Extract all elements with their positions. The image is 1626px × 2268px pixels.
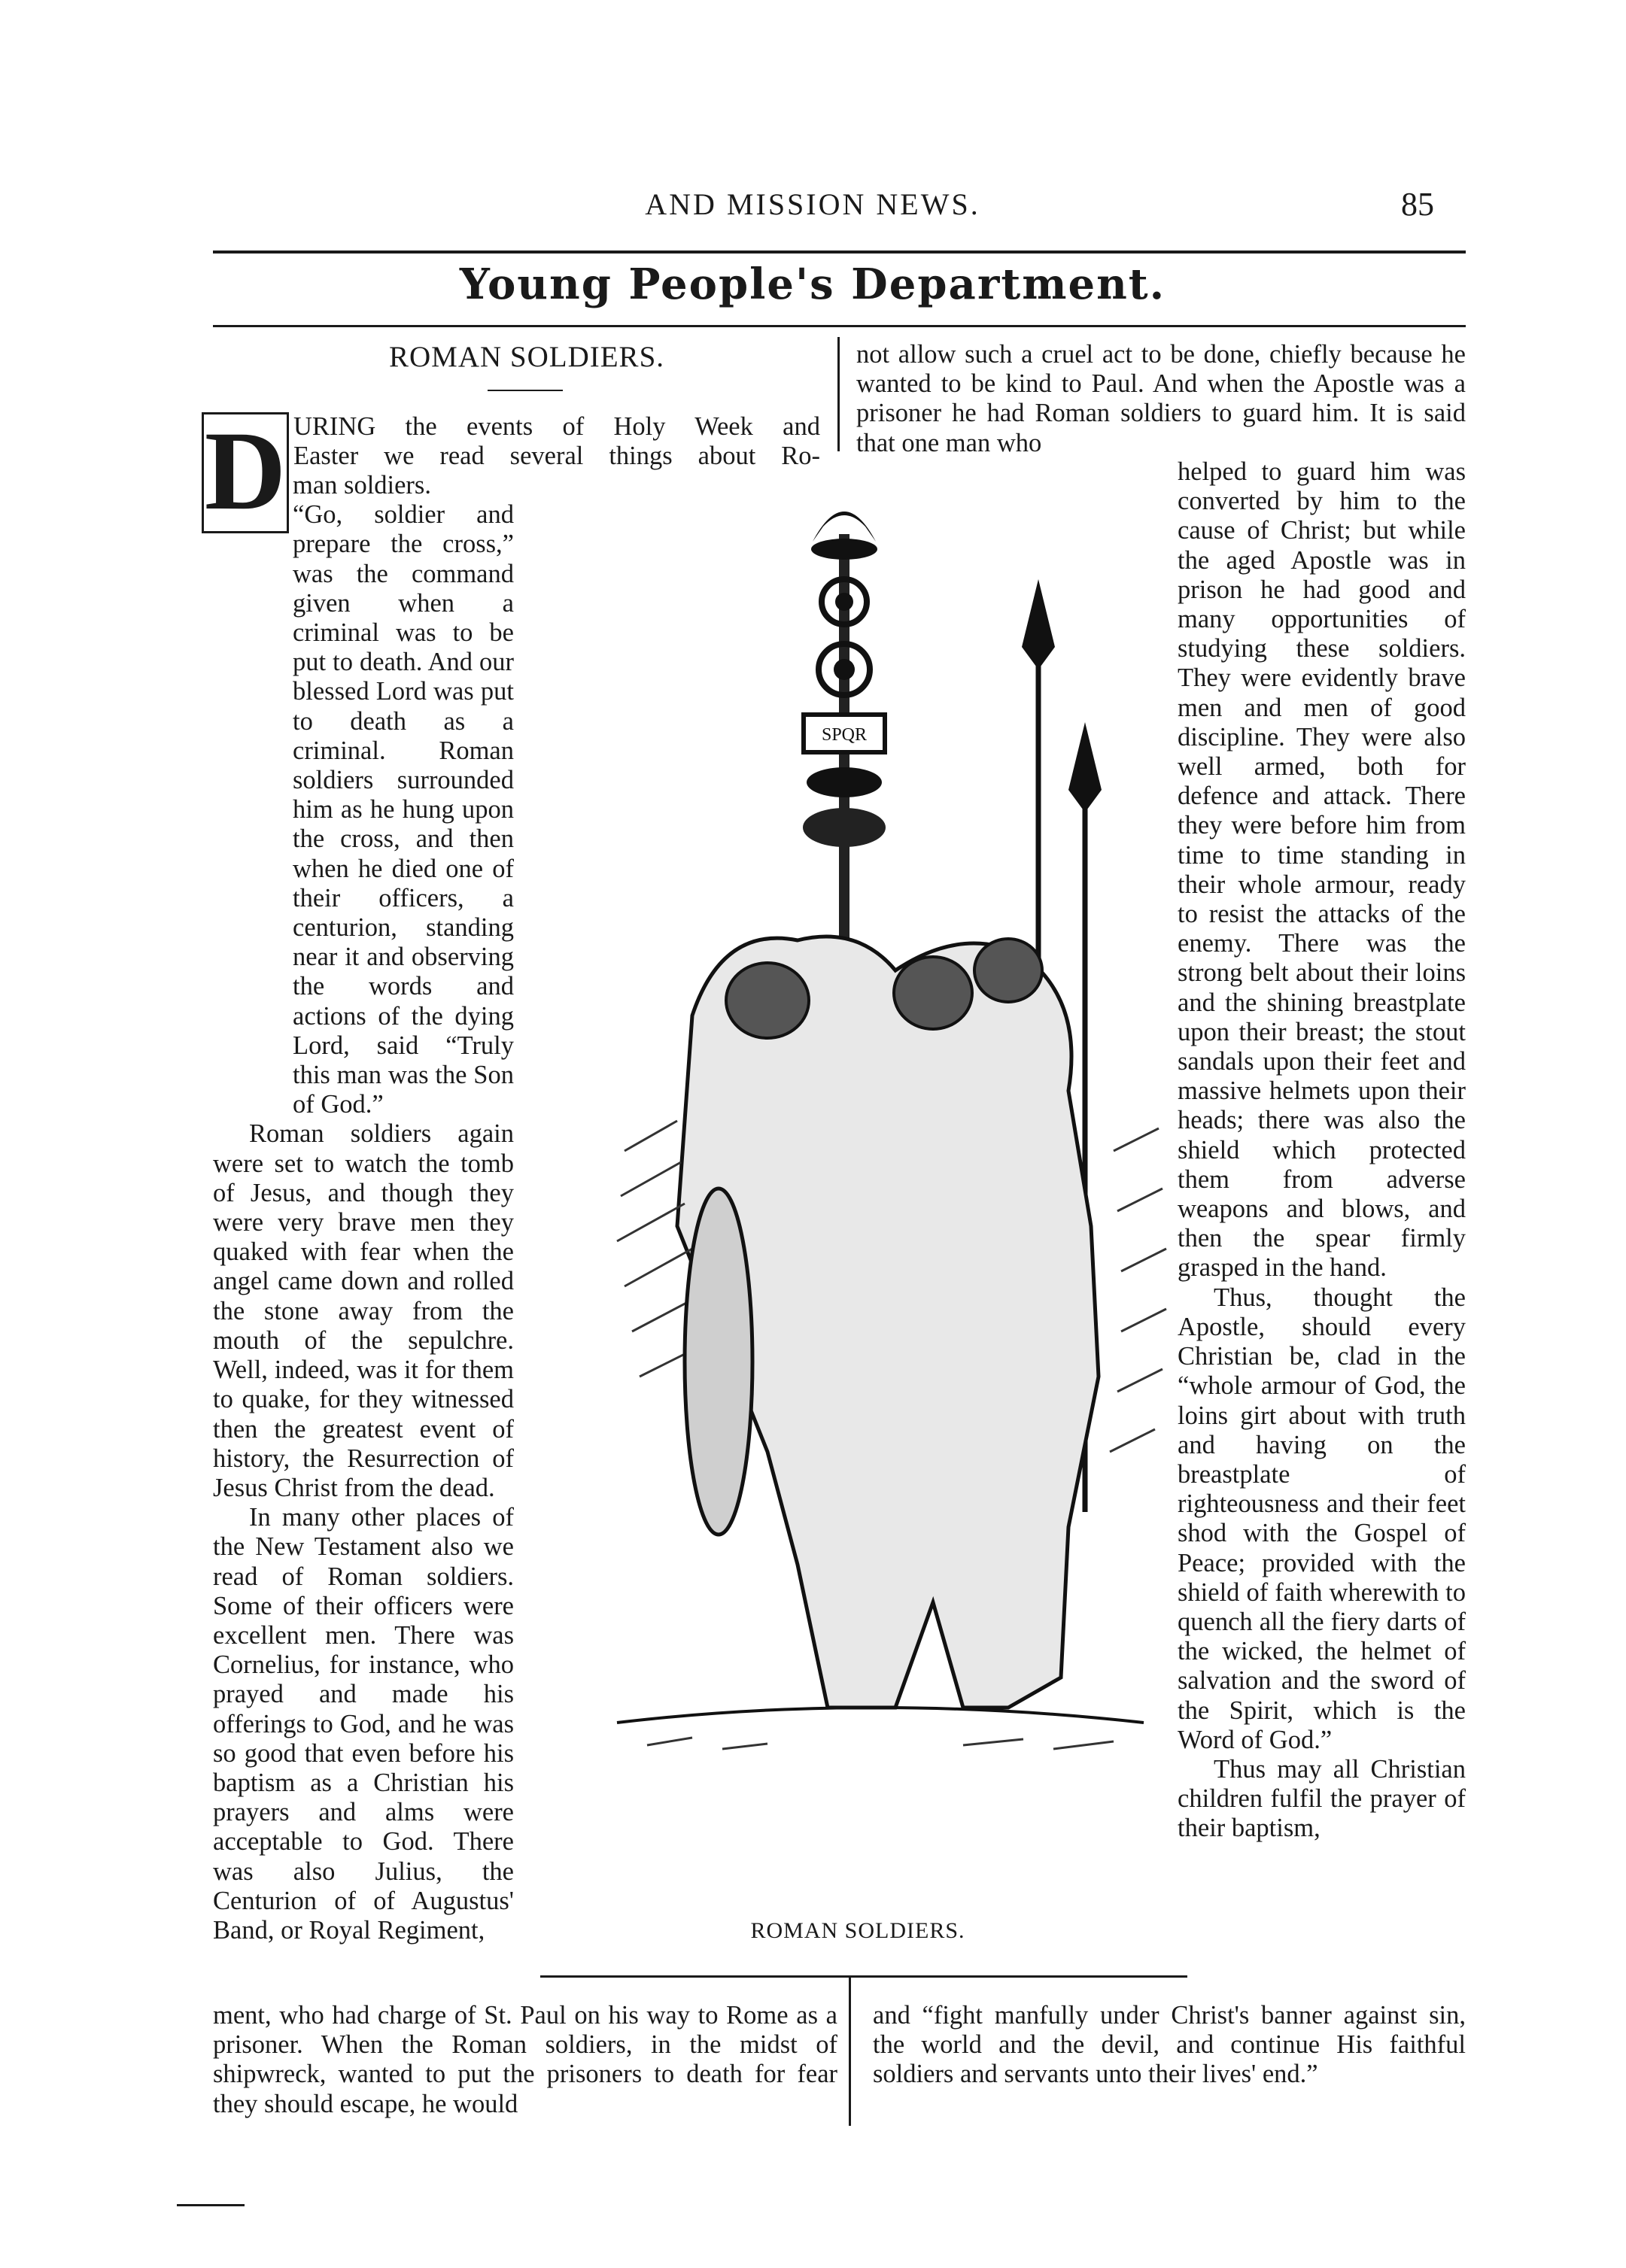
right-column-body bbox=[1178, 457, 1466, 1844]
header-rule bbox=[213, 250, 1466, 254]
opening-line-2: Easter we read several things about Ro- bbox=[293, 442, 820, 471]
bottom-column-divider bbox=[849, 1975, 851, 2126]
left-para-2: Roman soldiers again were set to watch the tomb of Jesus, and though they were very brave men they quaked with fear when the angel came down and rolled the stone away from the mouth of the sepulchre. Well, indeed, was it for them to quake, for they witnessed then the greatest event of history, the Resurrection of Jesus Christ from the dead. bbox=[213, 1119, 514, 1502]
right-column-opening bbox=[856, 340, 1466, 458]
illustration-caption: ROMAN SOLDIERS. bbox=[750, 1918, 965, 1943]
drop-cap: D bbox=[202, 412, 289, 533]
page-number: 85 bbox=[1401, 186, 1434, 223]
left-column-opening bbox=[293, 412, 820, 471]
right-para-3: Thus may all Christian children fulfil the prayer of their baptism, bbox=[1178, 1754, 1466, 1843]
opening-line-1: URING the events of Holy Week and bbox=[293, 412, 820, 441]
column-divider bbox=[837, 337, 840, 451]
article-title: ROMAN SOLDIERS. bbox=[388, 341, 665, 373]
left-column-body bbox=[213, 471, 514, 1945]
running-header: AND MISSION NEWS. bbox=[645, 187, 980, 221]
bottom-right-text bbox=[873, 2001, 1466, 2090]
soldiers-engraving bbox=[542, 474, 1204, 1903]
left-para-intro: man soldiers. bbox=[293, 471, 431, 499]
right-opening-para: not allow such a cruel act to be done, chiefly because he wanted to be kind to Paul. And when the Apostle was a prisoner he had Roman soldiers to guard him. It is said that one man who bbox=[856, 340, 1466, 457]
left-para-3: In many other places of the New Testament also we read of Roman soldiers. Some of their officers were excellent men. There was Cornelius, for instance, who prayed and made his offerings to God, and he was so good that even before his baptism as a Christian his prayers and alms were acceptable to God. There was also Julius, the Centurion of of Augustus' Band, or Royal Regiment, bbox=[213, 1503, 514, 1945]
department-rule bbox=[213, 325, 1466, 327]
left-para-1: “Go, soldier and prepare the cross,” was the command given when a criminal was to be put to death. And our blessed Lord was put to death as a criminal. Roman soldiers surrounded him as he hung upon the cross, and then when he died one of their officers, a centurion, standing near it and observing the words and actions of the dying Lord, said “Truly this man was the Son of God.” bbox=[293, 500, 514, 1119]
department-heading: Young People's Department. bbox=[459, 260, 1166, 309]
right-para-2: Thus, thought the Apostle, should every Christian be, clad in the “whole armour of God, the loins girt about with truth and having on the breastplate of righteousness and their feet shod with the Gospel of Peace; provided with the shield of faith wherewith to quench all the fiery darts of the wicked, the helmet of salvation and the sword of the Spirit, which is the Word of God.” bbox=[1178, 1283, 1466, 1754]
roman-soldiers-illustration bbox=[542, 474, 1204, 1903]
title-rule bbox=[488, 390, 563, 391]
bottom-left-para: ment, who had charge of St. Paul on his way to Rome as a prisoner. When the Roman soldiers, in the midst of shipwreck, wanted to put the prisoners to death for fear they should escape, he would bbox=[213, 2001, 837, 2118]
right-para-1: helped to guard him was converted by him to the cause of Christ; but while the aged Apostle was in prison he had good and many opportunities of studying these soldiers. They were evidently brave men and men of good discipline. They were also well armed, both for defence and attack. There they were before him from time to time standing in their whole armour, ready to resist the attacks of the enemy. There was the strong belt about their loins and the shining breastplate upon their breast; the stout sandals upon their feet and massive helmets upon their heads; there was also the shield which protected them from adverse weapons and blows, and then the spear firmly grasped in the hand. bbox=[1178, 457, 1466, 1283]
standard-label: SPQR bbox=[821, 725, 868, 745]
bottom-right-para: and “fight manfully under Christ's banner against sin, the world and the devil, and continue His faithful soldiers and servants unto their lives' end.” bbox=[873, 2001, 1466, 2089]
bottom-left-text bbox=[213, 2001, 837, 2119]
bottom-section-rule bbox=[540, 1975, 1187, 1978]
stray-rule-bottom-left bbox=[177, 2204, 245, 2206]
